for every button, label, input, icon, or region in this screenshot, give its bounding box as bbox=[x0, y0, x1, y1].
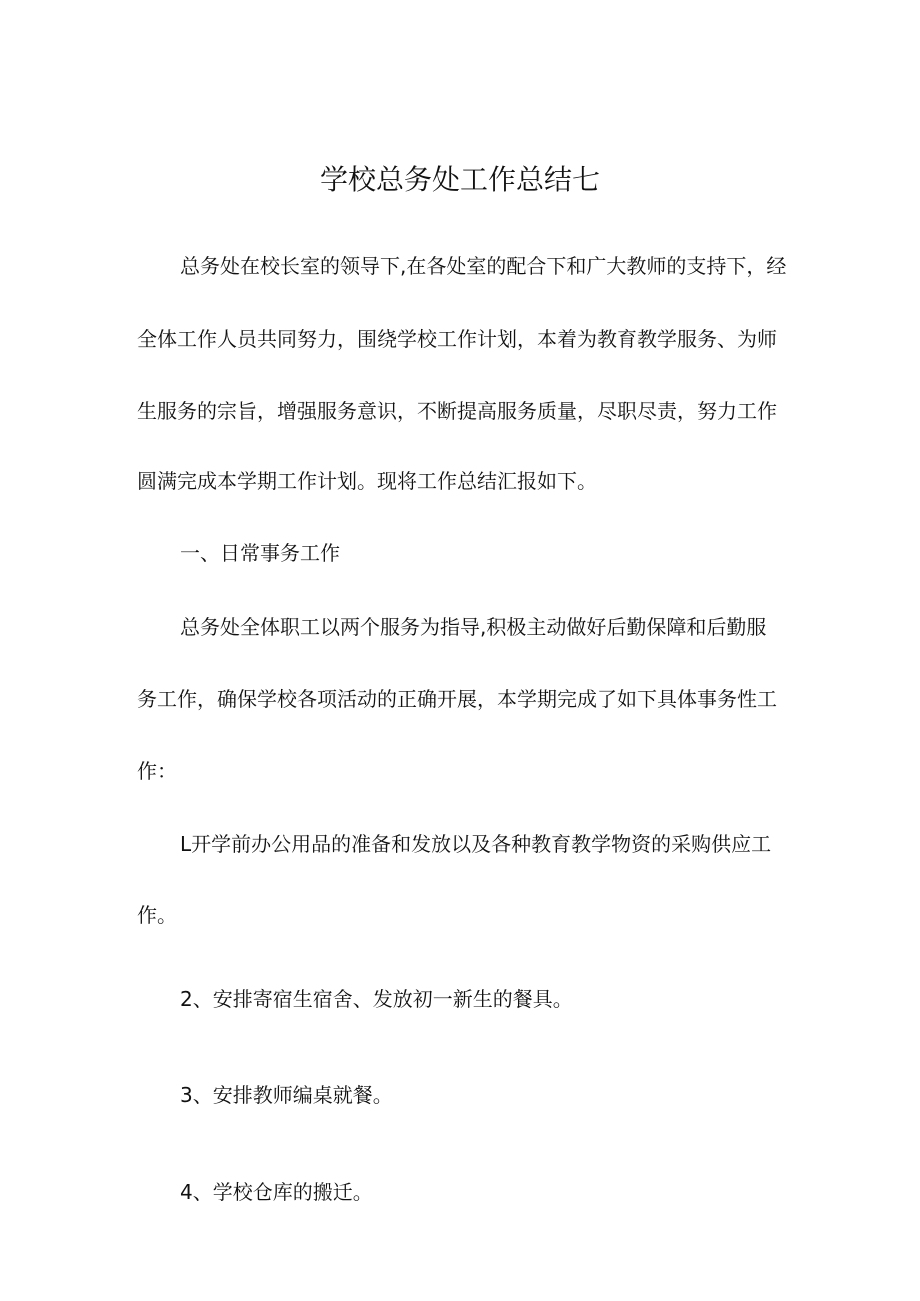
paragraph-line: 务工作，确保学校各项活动的正确开展，本学期完成了如下具体事务性工 bbox=[137, 687, 777, 711]
list-item-line: L开学前办公用品的准备和发放以及各种教育教学物资的采购供应工 bbox=[180, 832, 772, 856]
paragraph-line: 总务处在校长室的领导下,在各处室的配合下和广大教师的支持下，经 bbox=[180, 254, 787, 278]
list-item-line: 作。 bbox=[137, 903, 177, 927]
paragraph-line: 总务处全体职工以两个服务为指导,积极主动做好后勤保障和后勤服 bbox=[180, 615, 767, 639]
list-item: 3、安排教师编桌就餐。 bbox=[180, 1083, 393, 1107]
paragraph-line: 生服务的宗旨，增强服务意识，不断提高服务质量，尽职尽责，努力工作 bbox=[137, 399, 777, 423]
paragraph-line: 全体工作人员共同努力，围绕学校工作计划，本着为教育教学服务、为师 bbox=[137, 327, 777, 351]
list-item: 2、安排寄宿生宿舍、发放初一新生的餐具。 bbox=[180, 987, 573, 1011]
document-title: 学校总务处工作总结七 bbox=[319, 163, 600, 196]
section-heading: 一、日常事务工作 bbox=[180, 541, 340, 565]
list-item: 4、学校仓库的搬迁。 bbox=[180, 1180, 373, 1204]
paragraph-line: 作： bbox=[137, 759, 177, 783]
paragraph-line: 圆满完成本学期工作计划。现将工作总结汇报如下。 bbox=[137, 469, 597, 493]
